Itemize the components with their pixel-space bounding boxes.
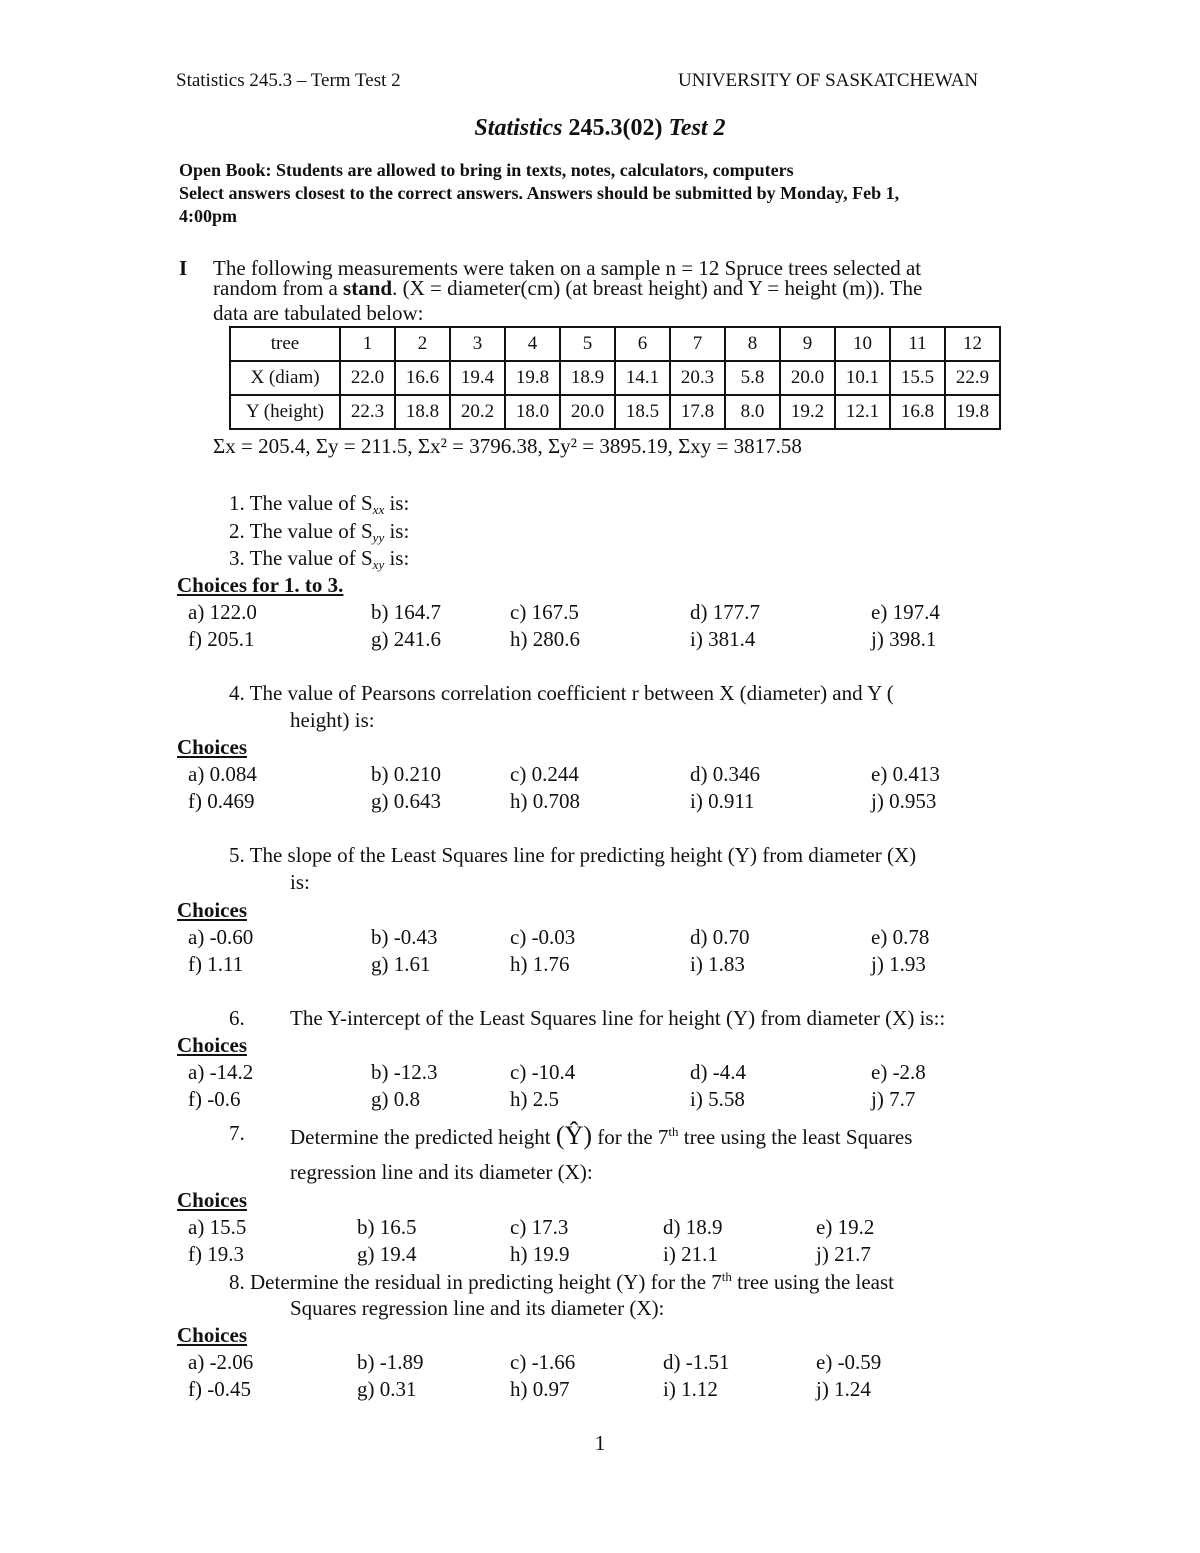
intro-line-3: 4:00pm: [179, 206, 237, 226]
table-cell: 20.3: [670, 361, 725, 395]
page-title: [0, 115, 1200, 142]
table-col-header: 7: [670, 327, 725, 361]
intro-line-1: Open Book: Students are allowed to bring in texts, notes, calculators, computers: [179, 160, 794, 180]
q2-sub: yy: [372, 530, 385, 545]
choice-option: g) 19.4: [357, 1242, 417, 1266]
table-row: [230, 361, 1000, 395]
table-cell: 17.8: [670, 395, 725, 429]
table-cell: 19.4: [450, 361, 505, 395]
choice-option: e) 19.2: [816, 1215, 875, 1239]
choice-option: i) 5.58: [690, 1087, 745, 1111]
table-col-header: 12: [945, 327, 1000, 361]
choice-option: c) 17.3: [510, 1215, 569, 1239]
question-8-line-1: [229, 1269, 894, 1295]
choice-option: b) -1.89: [357, 1350, 424, 1374]
table-col-header: 1: [340, 327, 395, 361]
question-8-line-2: Squares regression line and its diameter (X):: [290, 1296, 665, 1320]
choice-option: j) 0.953: [871, 789, 937, 813]
table-col-header: 2: [395, 327, 450, 361]
table-cell: 10.1: [835, 361, 890, 395]
table-row: [230, 395, 1000, 429]
table-cell: 16.6: [395, 361, 450, 395]
table-cell: 14.1: [615, 361, 670, 395]
question-4-line-2: height) is:: [290, 708, 375, 732]
table-col-header: 4: [505, 327, 560, 361]
choice-option: a) -14.2: [188, 1060, 254, 1084]
choice-option: g) 241.6: [371, 627, 441, 651]
choices-heading-8: Choices: [177, 1323, 247, 1347]
section-line-2c: . (X = diameter(cm) (at breast height) and Y = height (m)). The: [392, 276, 923, 300]
q1-sub: xx: [372, 502, 385, 517]
question-1: [229, 491, 409, 518]
data-table: [229, 326, 1001, 430]
q7-post: tree using the least Squares: [678, 1125, 913, 1149]
table-cell: 20.0: [780, 361, 835, 395]
choice-option: b) -0.43: [371, 925, 438, 949]
running-header-left: Statistics 245.3 – Term Test 2: [176, 70, 401, 91]
choice-option: f) 19.3: [188, 1242, 244, 1266]
choice-option: c) 167.5: [510, 600, 579, 624]
page-number: 1: [594, 1431, 606, 1455]
table-col-header: 3: [450, 327, 505, 361]
choice-option: d) 177.7: [690, 600, 760, 624]
table-row-label: Y (height): [230, 395, 340, 429]
table-cell: 18.5: [615, 395, 670, 429]
choice-option: i) 21.1: [663, 1242, 718, 1266]
choice-option: c) -10.4: [510, 1060, 576, 1084]
summary-sums: Σx = 205.4, Σy = 211.5, Σx² = 3796.38, Σy² = 3895.19, Σxy = 3817.58: [213, 434, 802, 458]
choice-option: h) 2.5: [510, 1087, 559, 1111]
choices-heading-5: Choices: [177, 898, 247, 922]
choice-option: f) -0.45: [188, 1377, 251, 1401]
table-col-header: 5: [560, 327, 615, 361]
question-2: [229, 519, 409, 546]
question-6-text: The Y-intercept of the Least Squares line for height (Y) from diameter (X) is::: [290, 1006, 946, 1030]
q3-pre: 3. The value of S: [229, 546, 373, 570]
q8-post: tree using the least: [731, 1270, 895, 1294]
q2-post: is:: [384, 519, 410, 543]
table-cell: 12.1: [835, 395, 890, 429]
q7-yhat: (Ŷ): [555, 1121, 592, 1150]
choice-option: h) 0.708: [510, 789, 580, 813]
choice-option: d) 0.346: [690, 762, 760, 786]
q8-sup: th: [721, 1269, 732, 1284]
choice-option: b) 16.5: [357, 1215, 417, 1239]
choice-option: h) 0.97: [510, 1377, 570, 1401]
table-col-header: 6: [615, 327, 670, 361]
table-col-header: 10: [835, 327, 890, 361]
table-cell: 22.9: [945, 361, 1000, 395]
table-cell: 19.2: [780, 395, 835, 429]
q3-sub: xy: [372, 557, 385, 572]
choice-option: i) 0.911: [690, 789, 755, 813]
question-4-line-1: 4. The value of Pearsons correlation coefficient r between X (diameter) and Y (: [229, 681, 894, 705]
table-col-header: 8: [725, 327, 780, 361]
section-line-2b: stand: [343, 276, 393, 300]
q7-sup: th: [668, 1124, 679, 1139]
q7-mid: for the 7: [592, 1125, 669, 1149]
choice-option: b) 164.7: [371, 600, 441, 624]
table-cell: 15.5: [890, 361, 945, 395]
section-line-3: data are tabulated below:: [213, 301, 424, 325]
choice-option: d) 0.70: [690, 925, 750, 949]
choice-option: c) -0.03: [510, 925, 576, 949]
choice-option: j) 7.7: [871, 1087, 916, 1111]
choice-option: a) -0.60: [188, 925, 254, 949]
table-cell: 22.0: [340, 361, 395, 395]
table-cell: 16.8: [890, 395, 945, 429]
choice-option: h) 19.9: [510, 1242, 570, 1266]
section-line-2: [213, 276, 922, 301]
choice-option: a) 15.5: [188, 1215, 247, 1239]
choice-option: i) 1.83: [690, 952, 745, 976]
choice-option: f) 205.1: [188, 627, 255, 651]
question-5-line-2: is:: [290, 870, 310, 894]
choice-option: i) 1.12: [663, 1377, 718, 1401]
choice-option: j) 1.24: [816, 1377, 871, 1401]
choice-option: c) 0.244: [510, 762, 579, 786]
choice-option: f) 0.469: [188, 789, 255, 813]
q8-pre: 8. Determine the residual in predicting height (Y) for the 7: [229, 1270, 722, 1294]
choice-option: g) 0.643: [371, 789, 441, 813]
choice-option: g) 0.31: [357, 1377, 417, 1401]
question-5-line-1: 5. The slope of the Least Squares line for predicting height (Y) from diameter (X): [229, 843, 917, 867]
table-cell: 18.8: [395, 395, 450, 429]
running-header-right: UNIVERSITY OF SASKATCHEWAN: [678, 70, 979, 91]
choice-option: e) -0.59: [816, 1350, 882, 1374]
question-7-line-1: [290, 1121, 912, 1151]
title-part-2: 245.3(02): [562, 115, 669, 141]
table-col-header: 9: [780, 327, 835, 361]
q7-pre: Determine the predicted height: [290, 1125, 556, 1149]
table-cell: 19.8: [945, 395, 1000, 429]
choice-option: b) -12.3: [371, 1060, 438, 1084]
table-cell: 22.3: [340, 395, 395, 429]
choice-option: g) 0.8: [371, 1087, 420, 1111]
choice-option: e) 0.413: [871, 762, 940, 786]
table-row-label: X (diam): [230, 361, 340, 395]
choice-option: c) -1.66: [510, 1350, 576, 1374]
choice-option: j) 21.7: [816, 1242, 871, 1266]
table-cell: 20.2: [450, 395, 505, 429]
table-cell: 5.8: [725, 361, 780, 395]
q2-pre: 2. The value of S: [229, 519, 373, 543]
question-6-number: 6.: [229, 1006, 245, 1030]
question-3: [229, 546, 409, 573]
table-cell: 8.0: [725, 395, 780, 429]
choice-option: e) -2.8: [871, 1060, 926, 1084]
q3-post: is:: [384, 546, 410, 570]
q1-post: is:: [384, 491, 410, 515]
title-part-1: Statistics: [474, 115, 563, 141]
choice-option: g) 1.61: [371, 952, 431, 976]
choice-option: i) 381.4: [690, 627, 756, 651]
table-col-header: 11: [890, 327, 945, 361]
choice-option: f) 1.11: [188, 952, 244, 976]
choice-option: e) 0.78: [871, 925, 930, 949]
table-header-label: tree: [230, 327, 340, 361]
section-line-1: The following measurements were taken on a sample n = 12 Spruce trees selected at: [213, 256, 922, 280]
choices-heading-1-3: Choices for 1. to 3.: [177, 573, 344, 597]
choices-heading-4: Choices: [177, 735, 247, 759]
table-header-row: [230, 327, 1000, 361]
choice-option: j) 1.93: [871, 952, 926, 976]
title-part-3: Test 2: [668, 115, 726, 141]
table-cell: 19.8: [505, 361, 560, 395]
choice-option: d) -1.51: [663, 1350, 730, 1374]
table-cell: 18.0: [505, 395, 560, 429]
choices-heading-6: Choices: [177, 1033, 247, 1057]
section-roman: I: [179, 256, 188, 280]
choice-option: a) 122.0: [188, 600, 257, 624]
choice-option: e) 197.4: [871, 600, 940, 624]
intro-line-2: Select answers closest to the correct answers. Answers should be submitted by Monday, Feb 1,: [179, 183, 900, 203]
choice-option: j) 398.1: [871, 627, 937, 651]
choice-option: a) -2.06: [188, 1350, 254, 1374]
q1-pre: 1. The value of S: [229, 491, 373, 515]
table-cell: 20.0: [560, 395, 615, 429]
choice-option: h) 1.76: [510, 952, 570, 976]
choice-option: a) 0.084: [188, 762, 257, 786]
choice-option: d) 18.9: [663, 1215, 723, 1239]
choices-heading-7: Choices: [177, 1188, 247, 1212]
question-7-number: 7.: [229, 1121, 245, 1145]
question-7-line-2: regression line and its diameter (X):: [290, 1160, 593, 1184]
choice-option: d) -4.4: [690, 1060, 746, 1084]
choice-option: b) 0.210: [371, 762, 441, 786]
table-cell: 18.9: [560, 361, 615, 395]
choice-option: f) -0.6: [188, 1087, 241, 1111]
section-line-2a: random from a: [213, 276, 344, 300]
choice-option: h) 280.6: [510, 627, 580, 651]
